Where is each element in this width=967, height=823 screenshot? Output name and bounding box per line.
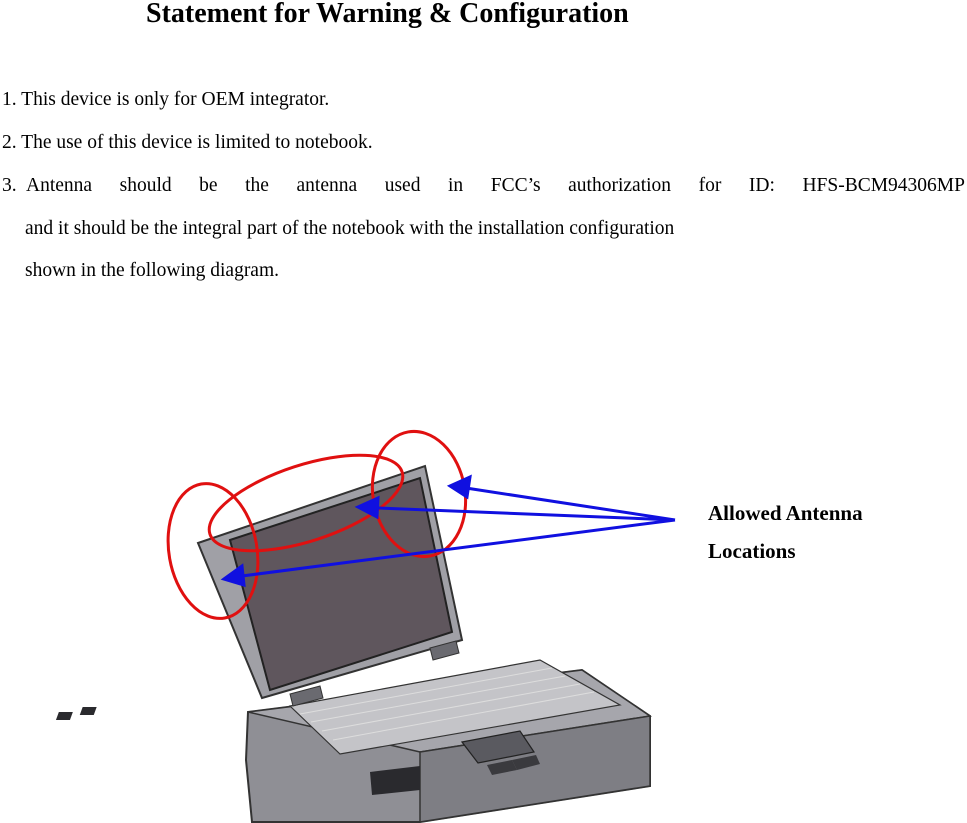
item-text-line-2: and it should be the integral part of the notebook with the installation configuration: [25, 218, 675, 239]
arrow-head: [450, 477, 470, 497]
laptop-illustration: [56, 466, 650, 822]
callout-label: Allowed Antenna: [708, 501, 863, 525]
callout-label: Locations: [708, 539, 796, 563]
item-text-line-3: shown in the following diagram.: [25, 260, 280, 281]
keyboard-keys: [56, 707, 97, 720]
item-text-line-1: Antenna should be the antenna used in FCC’s authorization for ID: HFS-BCM94306MP: [26, 175, 965, 196]
page-title: Statement for Warning & Configuration: [146, 0, 629, 29]
item-text: This device is only for OEM integrator.: [21, 89, 330, 110]
item-number: 1.: [2, 89, 17, 110]
item-number: 3.: [2, 175, 17, 196]
item-text: The use of this device is limited to notebook.: [21, 132, 373, 153]
item-number: 2.: [2, 132, 17, 153]
